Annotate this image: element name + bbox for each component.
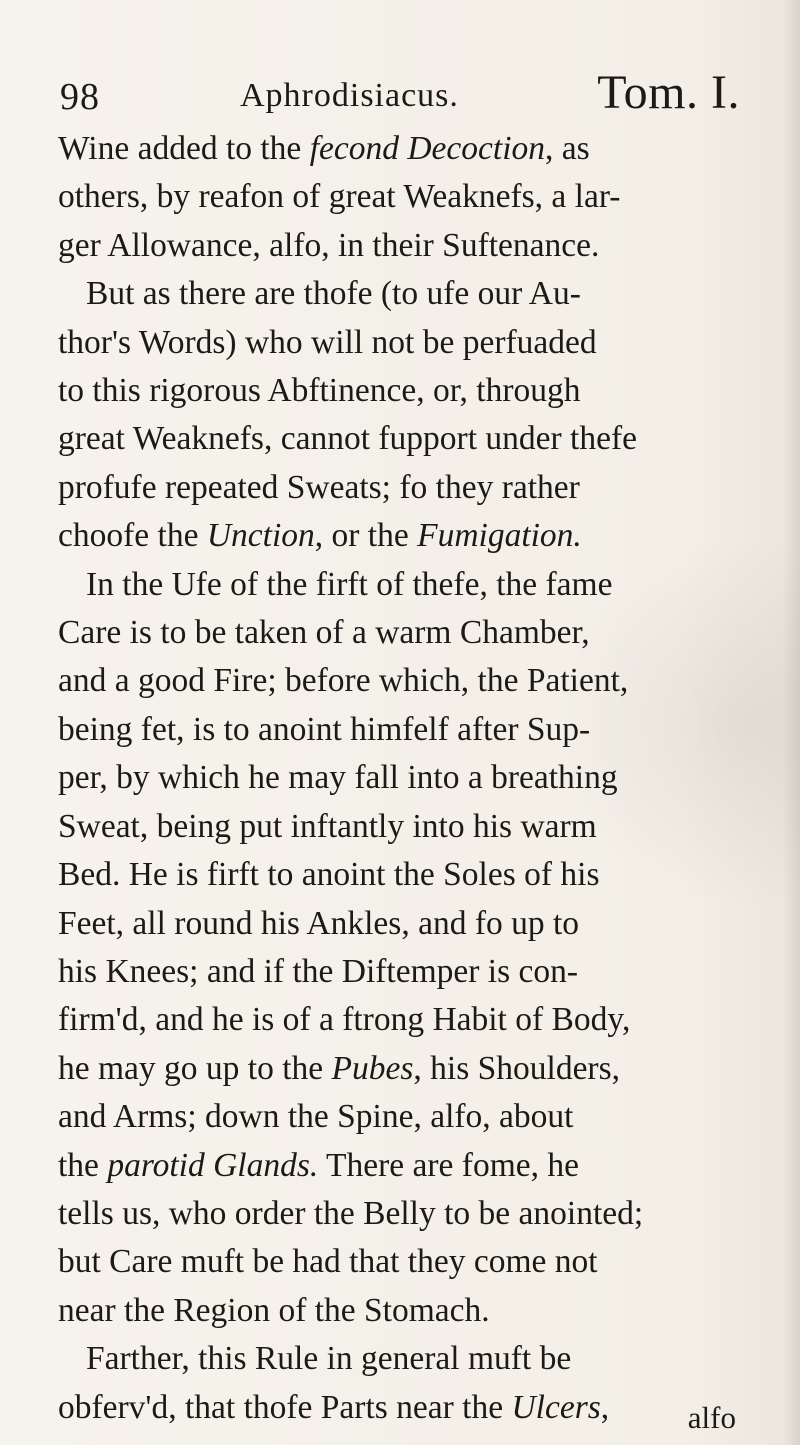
text-run: profufe repeated Sweats; fo they rather (58, 468, 580, 506)
text-run: Sweat, being put inftantly into his warm (58, 807, 597, 845)
text-run: others, by reafon of great Weaknefs, a lar- (58, 178, 621, 216)
text-run: thor's Words) who will not be perfuaded (58, 323, 597, 361)
text-run: Care is to be taken of a warm Chamber, (58, 614, 590, 652)
text-line (58, 319, 742, 367)
text-run: Farther, this Rule in general muft be (86, 1340, 572, 1378)
italic-text: fecond (309, 130, 399, 167)
text-run: , his Shoulders, (413, 1049, 621, 1087)
text-run: obferv'd, that thofe Parts near the (58, 1388, 512, 1426)
text-run: tells us, who order the Belly to be anointed; (58, 1194, 644, 1232)
text-run: great Weaknefs, cannot fupport under thefe (58, 420, 637, 458)
text-line (58, 1045, 742, 1093)
text-line (58, 657, 742, 705)
text-line (58, 803, 742, 851)
text-run: but Care muft be had that they come not (58, 1243, 598, 1281)
italic-text: Fumigation. (417, 517, 582, 555)
text-run: Feet, all round his Ankles, and fo up to (58, 904, 580, 942)
text-run: and Arms; down the Spine, alfo, about (58, 1098, 574, 1136)
text-line (58, 706, 742, 754)
text-run: being fet, is to anoint himfelf after Sup- (58, 710, 591, 748)
text-line (58, 996, 742, 1044)
text-line (58, 561, 742, 609)
text-line (58, 173, 742, 221)
text-line (58, 1142, 742, 1190)
running-head: Aphrodisiacus. (240, 77, 459, 114)
text-run: In the Ufe of the firft of thefe, the fame (86, 565, 613, 603)
text-line (58, 609, 742, 657)
text-run: There are fome, he (318, 1146, 579, 1184)
italic-text: Unction (206, 517, 315, 555)
text-line (58, 512, 742, 560)
text-run: per, by which he may fall into a breathing (58, 759, 618, 797)
text-run: But as there are thofe (to ufe our Au- (86, 275, 581, 313)
catchword: alfo (687, 1400, 736, 1435)
text-line (58, 1335, 742, 1383)
text-run: his Knees; and if the Diftemper is con- (58, 952, 579, 990)
page-gutter-shadow (782, 0, 800, 1445)
text-line (58, 125, 742, 173)
text-run: choofe the (58, 517, 207, 555)
text-run: the (58, 1146, 108, 1184)
text-line (58, 464, 742, 512)
body-text (58, 125, 742, 1435)
text-line (58, 1287, 742, 1335)
text-run: he may go up to the (58, 1049, 332, 1087)
italic-text: Pubes (331, 1049, 414, 1087)
text-run: to this rigorous Abftinence, or, through (58, 372, 581, 410)
text-line (58, 415, 742, 463)
text-run: Wine added to the (58, 130, 310, 167)
text-line (58, 1093, 742, 1141)
text-line (58, 948, 742, 996)
tome-label: Tom. I. (597, 66, 740, 119)
text-run: Bed. He is firft to anoint the Soles of his (58, 856, 600, 894)
text-line (58, 900, 742, 948)
text-run: firm'd, and he is of a ftrong Habit of Body, (58, 1001, 631, 1039)
text-line (58, 1238, 742, 1286)
text-line (58, 222, 742, 270)
text-line (58, 1384, 742, 1435)
italic-text: Ulcers (511, 1388, 601, 1426)
text-run: ger Allowance, alfo, in their Suftenance. (58, 226, 600, 264)
page-header (60, 65, 740, 125)
text-run: , (600, 1388, 610, 1426)
text-line (58, 754, 742, 802)
text-line (58, 1190, 742, 1238)
text-run: , or the (314, 517, 418, 555)
text-line (58, 270, 742, 318)
page-number: 98 (60, 76, 100, 118)
text-line (58, 851, 742, 899)
text-run: and a good Fire; before which, the Patient, (58, 662, 629, 700)
text-run: near the Region of the Stomach. (58, 1291, 490, 1329)
text-line (58, 367, 742, 415)
text-run: , as (545, 130, 590, 167)
italic-text: parotid Glands. (107, 1146, 319, 1184)
italic-text: Decoction (407, 130, 546, 167)
